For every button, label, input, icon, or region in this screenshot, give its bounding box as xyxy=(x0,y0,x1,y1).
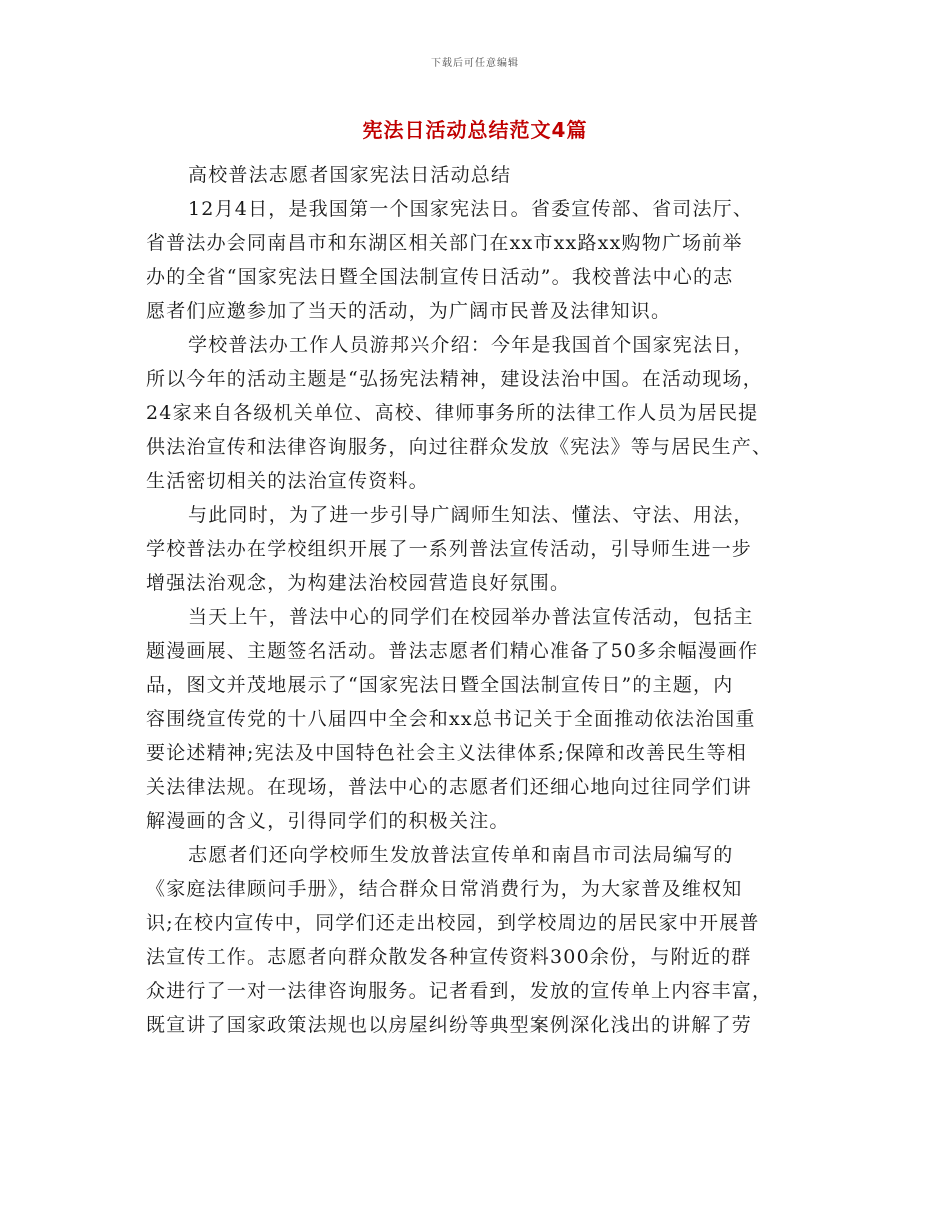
text-line: 学校普法办在学校组织开展了一系列普法宣传活动，引导师生进一步 xyxy=(146,538,753,560)
text-line: 关法律法规。在现场，普法中心的志愿者们还细心地向过往同学们讲 xyxy=(146,776,753,798)
text-line: 容围绕宣传党的十八届四中全会和xx总书记关于全面推动依法治国重 xyxy=(146,708,756,730)
text-line: 当天上午，普法中心的同学们在校园举办普法宣传活动，包括主 xyxy=(188,606,754,628)
text-line: 增强法治观念，为构建法治校园营造良好氛围。 xyxy=(146,572,571,594)
text-line: 12月4日，是我国第一个国家宪法日。省委宣传部、省司法厅、 xyxy=(188,198,754,220)
text-line: 众进行了一对一法律咨询服务。记者看到，发放的宣传单上内容丰富， xyxy=(146,980,773,1002)
text-line: 题漫画展、主题签名活动。普法志愿者们精心准备了50多余幅漫画作 xyxy=(146,640,759,662)
text-line: 所以今年的活动主题是“弘扬宪法精神，建设法治中国。在活动现场， xyxy=(146,368,763,390)
text-line: 志愿者们还向学校师生发放普法宣传单和南昌市司法局编写的 xyxy=(188,844,734,866)
text-line: 供法治宣传和法律咨询服务，向过往群众发放《宪法》等与居民生产、 xyxy=(146,436,773,458)
text-line: 学校普法办工作人员游邦兴介绍：今年是我国首个国家宪法日， xyxy=(188,334,754,356)
header-note: 下载后可任意编辑 xyxy=(431,58,519,69)
text-line: 解漫画的含义，引得同学们的积极关注。 xyxy=(146,810,510,832)
text-line: 高校普法志愿者国家宪法日活动总结 xyxy=(188,164,512,186)
document-title: 宪法日活动总结范文4篇 xyxy=(362,118,588,142)
text-line: 法宣传工作。志愿者向群众散发各种宣传资料300余份，与附近的群 xyxy=(146,946,752,968)
document-body xyxy=(146,158,806,1042)
text-line: 《家庭法律顾问手册》，结合群众日常消费行为，为大家普及维权知 xyxy=(146,878,743,900)
text-line: 识;在校内宣传中，同学们还走出校园，到学校周边的居民家中开展普 xyxy=(146,912,760,934)
text-line: 24家来自各级机关单位、高校、律师事务所的法律工作人员为居民提 xyxy=(146,402,759,424)
text-line: 办的全省“国家宪法日暨全国法制宣传日活动”。我校普法中心的志 xyxy=(146,266,734,288)
text-line: 要论述精神;宪法及中国特色社会主义法律体系;保障和改善民生等相 xyxy=(146,742,748,764)
text-line: 愿者们应邀参加了当天的活动，为广阔市民普及法律知识。 xyxy=(146,300,672,322)
text-line: 品，图文并茂地展示了“国家宪法日暨全国法制宣传日”的主题，内 xyxy=(146,674,734,696)
text-line: 生活密切相关的法治宣传资料。 xyxy=(146,470,429,492)
text-line: 省普法办会同南昌市和东湖区相关部门在xx市xx路xx购物广场前举 xyxy=(146,232,743,254)
text-line: 既宣讲了国家政策法规也以房屋纠纷等典型案例深化浅出的讲解了劳 xyxy=(146,1014,753,1036)
text-line: 与此同时，为了进一步引导广阔师生知法、懂法、守法、用法， xyxy=(188,504,754,526)
